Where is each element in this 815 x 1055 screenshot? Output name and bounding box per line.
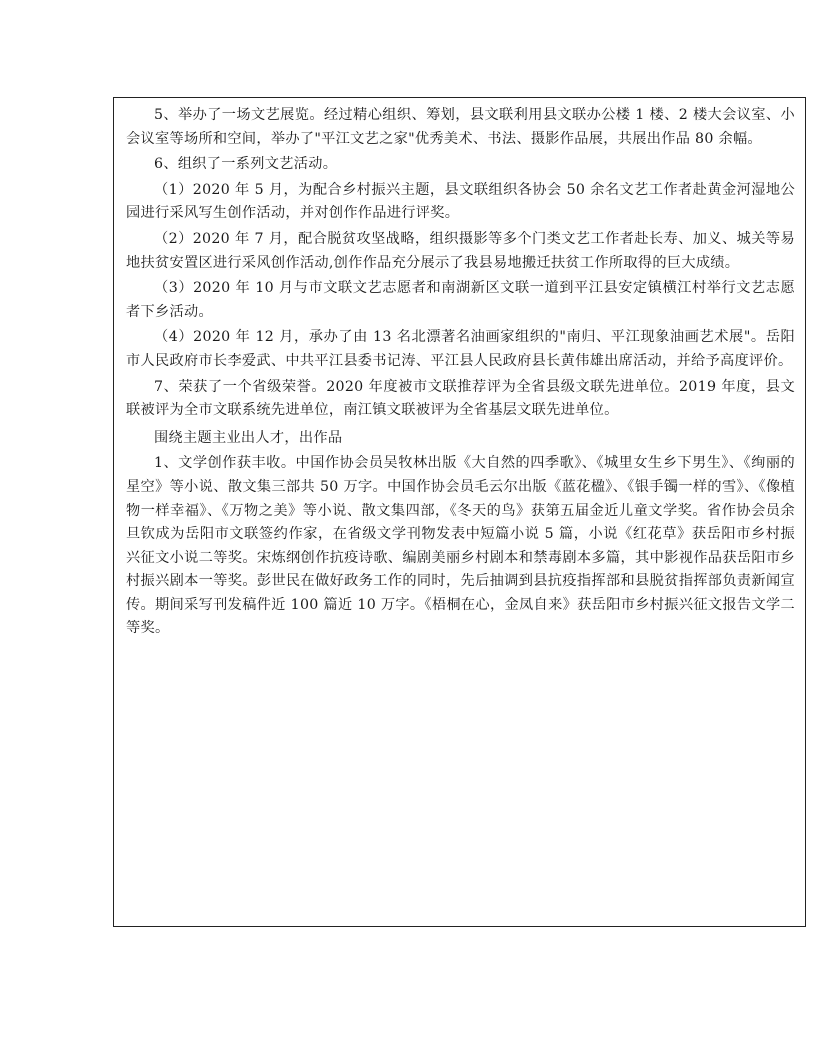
paragraph-literature: 1、文学创作获丰收。中国作协会员吴牧林出版《大自然的四季歌》、《城里女生乡下男生》、《绚丽的星空》等小说、散文集三部共 50 万字。中国作协会员毛云尔出版《蓝花楹》、《银手镯一样的雪》、《像植物一样幸福》、《万物之美》等小说、散文集四部，《冬天的鸟》获第五届金近儿童文学奖。省作协会员余旦钦成为岳阳市文联签约作家，在省级文学刊物发表中短篇小说 5 篇，小说《红花草》获岳阳市乡村振兴征文小说二等奖。宋炼纲创作抗疫诗歌、编剧美丽乡村剧本和禁毒剧本多篇，其中影视作品获岳阳市乡村振兴剧本一等奖。彭世民在做好政务工作的同时，先后抽调到县抗疫指挥部和县脱贫指挥部负责新闻宣传。期间采写刊发稿件近 100 篇近 10 万字。《梧桐在心，金凤自来》获岳阳市乡村振兴征文报告文学二等奖。: [126, 455, 795, 637]
paragraph-activity-2: （2）2020 年 7 月，配合脱贫攻坚战略，组织摄影等多个门类文艺工作者赴长寿、加义、城关等易地扶贫安置区进行采风创作活动,创作作品充分展示了我县易地搬迁扶贫工作所取得的巨大成绩。: [126, 230, 795, 271]
paragraph-activity-4: （4）2020 年 12 月，承办了由 13 名北漂著名油画家组织的"南归、平江现象油画艺术展"。岳阳市人民政府市长李爱武、中共平江县委书记涛、平江县人民政府县长黄伟雄出席活动，并给予高度评价。: [126, 329, 795, 369]
document-frame: [113, 97, 806, 927]
paragraph-activities-heading: 6、组织了一系列文艺活动。: [154, 156, 338, 173]
paragraph-honor: 7、荣获了一个省级荣誉。2020 年度被市文联推荐评为全省县级文联先进单位。2019 年度，县文联被评为全市文联系统先进单位，南江镇文联被评为全省基层文联先进单位。: [126, 378, 795, 419]
section-heading: 围绕主题主业出人才，出作品: [154, 429, 343, 446]
paragraph-activity-1: （1）2020 年 5 月，为配合乡村振兴主题，县文联组织各协会 50 余名文艺工作者赴黄金河湿地公园进行采风写生创作活动，并对创作作品进行评奖。: [126, 181, 795, 222]
paragraph-exhibition: 5、举办了一场文艺展览。经过精心组织、筹划，县文联利用县文联办公楼 1 楼、2 楼大会议室、小会议室等场所和空间，举办了"平江文艺之家"优秀美术、书法、摄影作品展，共展出作品 80 余幅。: [126, 107, 795, 147]
paragraph-activity-3: （3）2020 年 10 月与市文联文艺志愿者和南湖新区文联一道到平江县安定镇横江村举行文艺志愿者下乡活动。: [126, 280, 795, 320]
